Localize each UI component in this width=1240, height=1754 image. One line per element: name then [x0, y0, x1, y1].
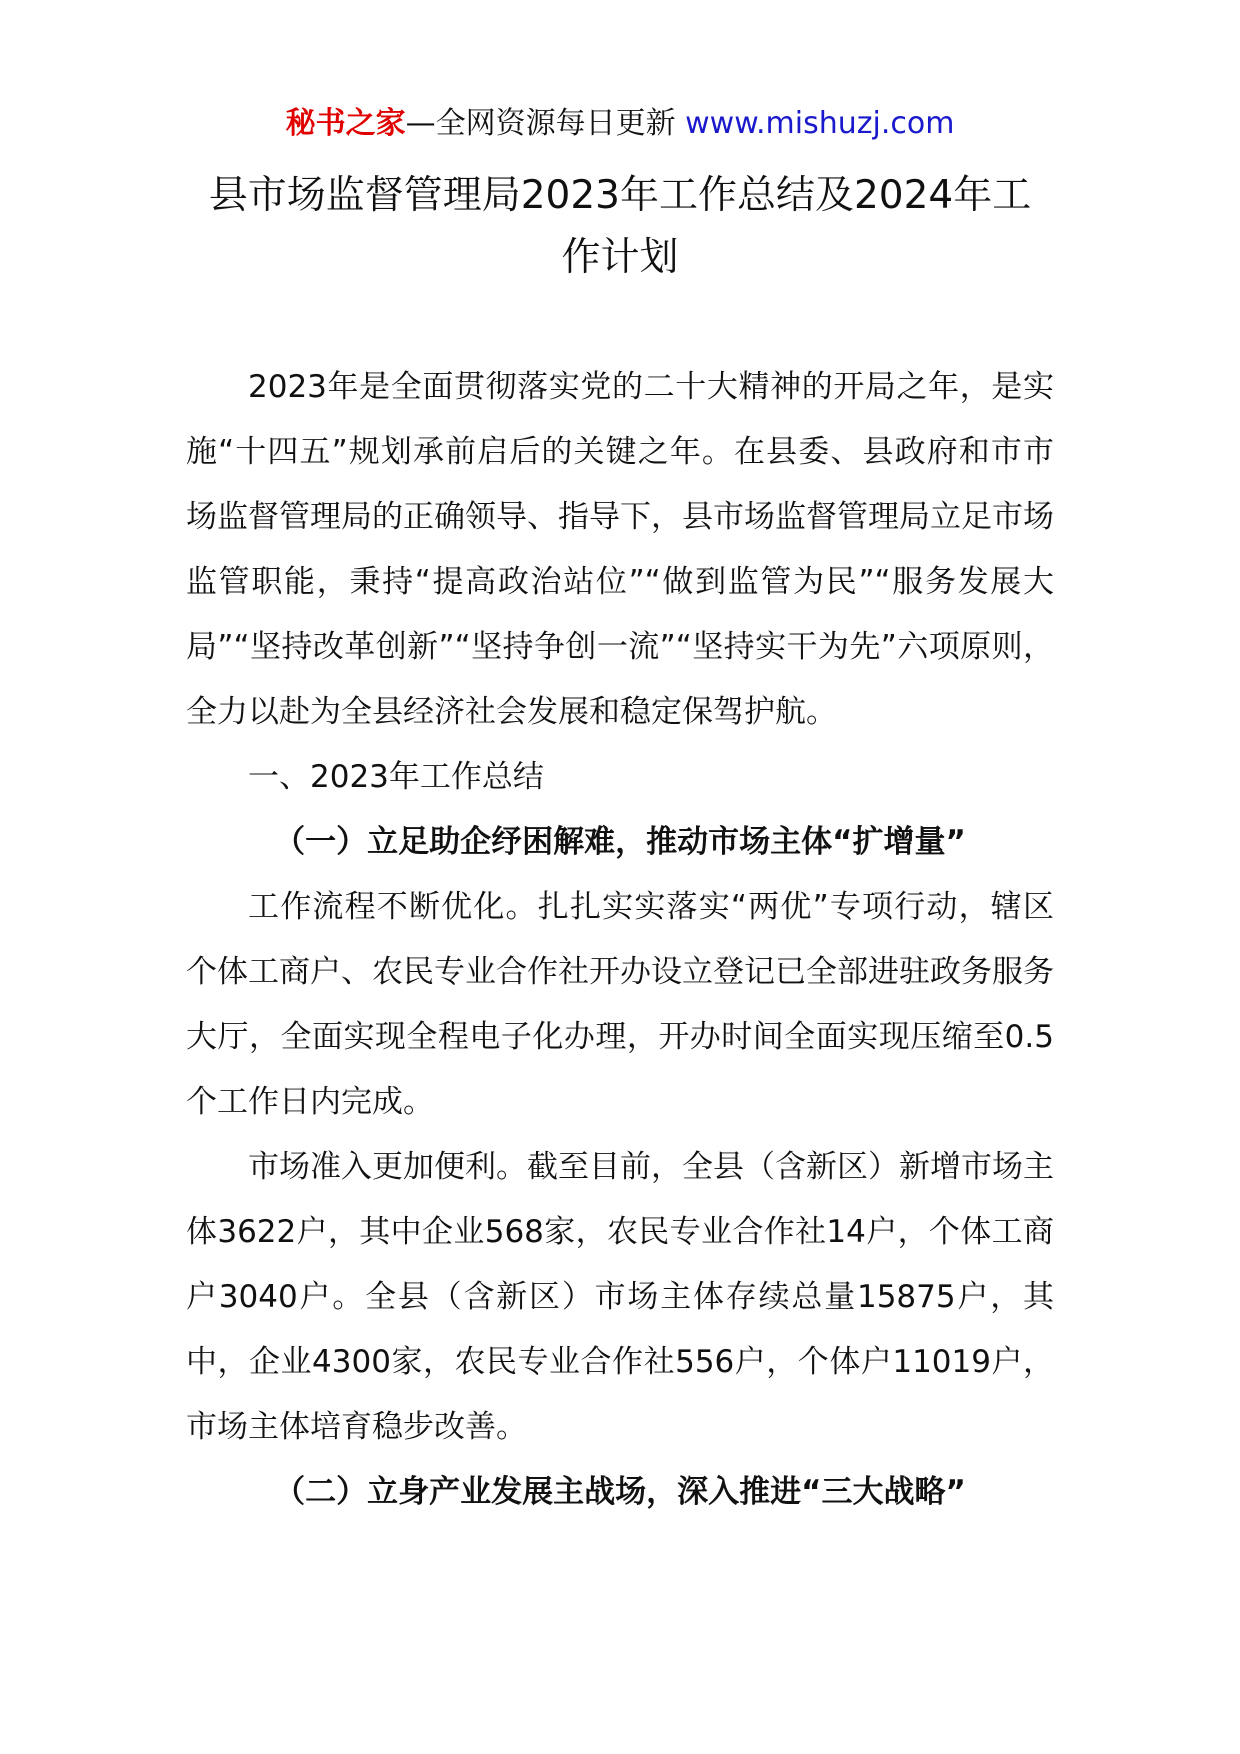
body-paragraph-2: 市场准入更加便利。截至目前，全县（含新区）新增市场主体3622户，其中企业568家，农民专业合作社14户，个体工商户3040户。全县（含新区）市场主体存续总量15875户，其中，企业4300家，农民专业合作社556户，个体户11019户，市场主体培育稳步改善。 — [186, 1149, 1054, 1445]
body-paragraph-1: 工作流程不断优化。扎扎实实落实“两优”专项行动，辖区个体工商户、农民专业合作社开办设立登记已全部进驻政务服务大厅，全面实现全程电子化办理，开办时间全面实现压缩至0.5个工作日内完成。 — [186, 889, 1054, 1120]
watermark-url: www.mishuzj.com — [685, 106, 955, 141]
subsection-heading-1: （一）立足助企纾困解难，推动市场主体“扩增量” — [274, 824, 966, 860]
intro-paragraph: 2023年是全面贯彻落实党的二十大精神的开局之年，是实施“十四五”规划承前启后的关键之年。在县委、县政府和市市场监督管理局的正确领导、指导下，县市场监督管理局立足市场监管职能，秉持“提高政治站位”“做到监管为民”“服务发展大局”“坚持改革创新”“坚持争创一流”“坚持实干为先”六项原则，全力以赴为全县经济社会发展和稳定保驾护航。 — [186, 369, 1054, 730]
watermark-brand: 秘书之家 — [285, 106, 406, 141]
document-body — [186, 355, 1054, 1525]
watermark-tagline: —全网资源每日更新 — [405, 106, 686, 141]
subsection-heading-2: （二）立身产业发展主战场，深入推进“三大战略” — [274, 1474, 966, 1510]
watermark-banner — [0, 104, 1240, 144]
section-heading: 一、2023年工作总结 — [248, 759, 544, 795]
document-title: 县市场监督管理局2023年工作总结及2024年工作计划 — [208, 173, 1032, 280]
